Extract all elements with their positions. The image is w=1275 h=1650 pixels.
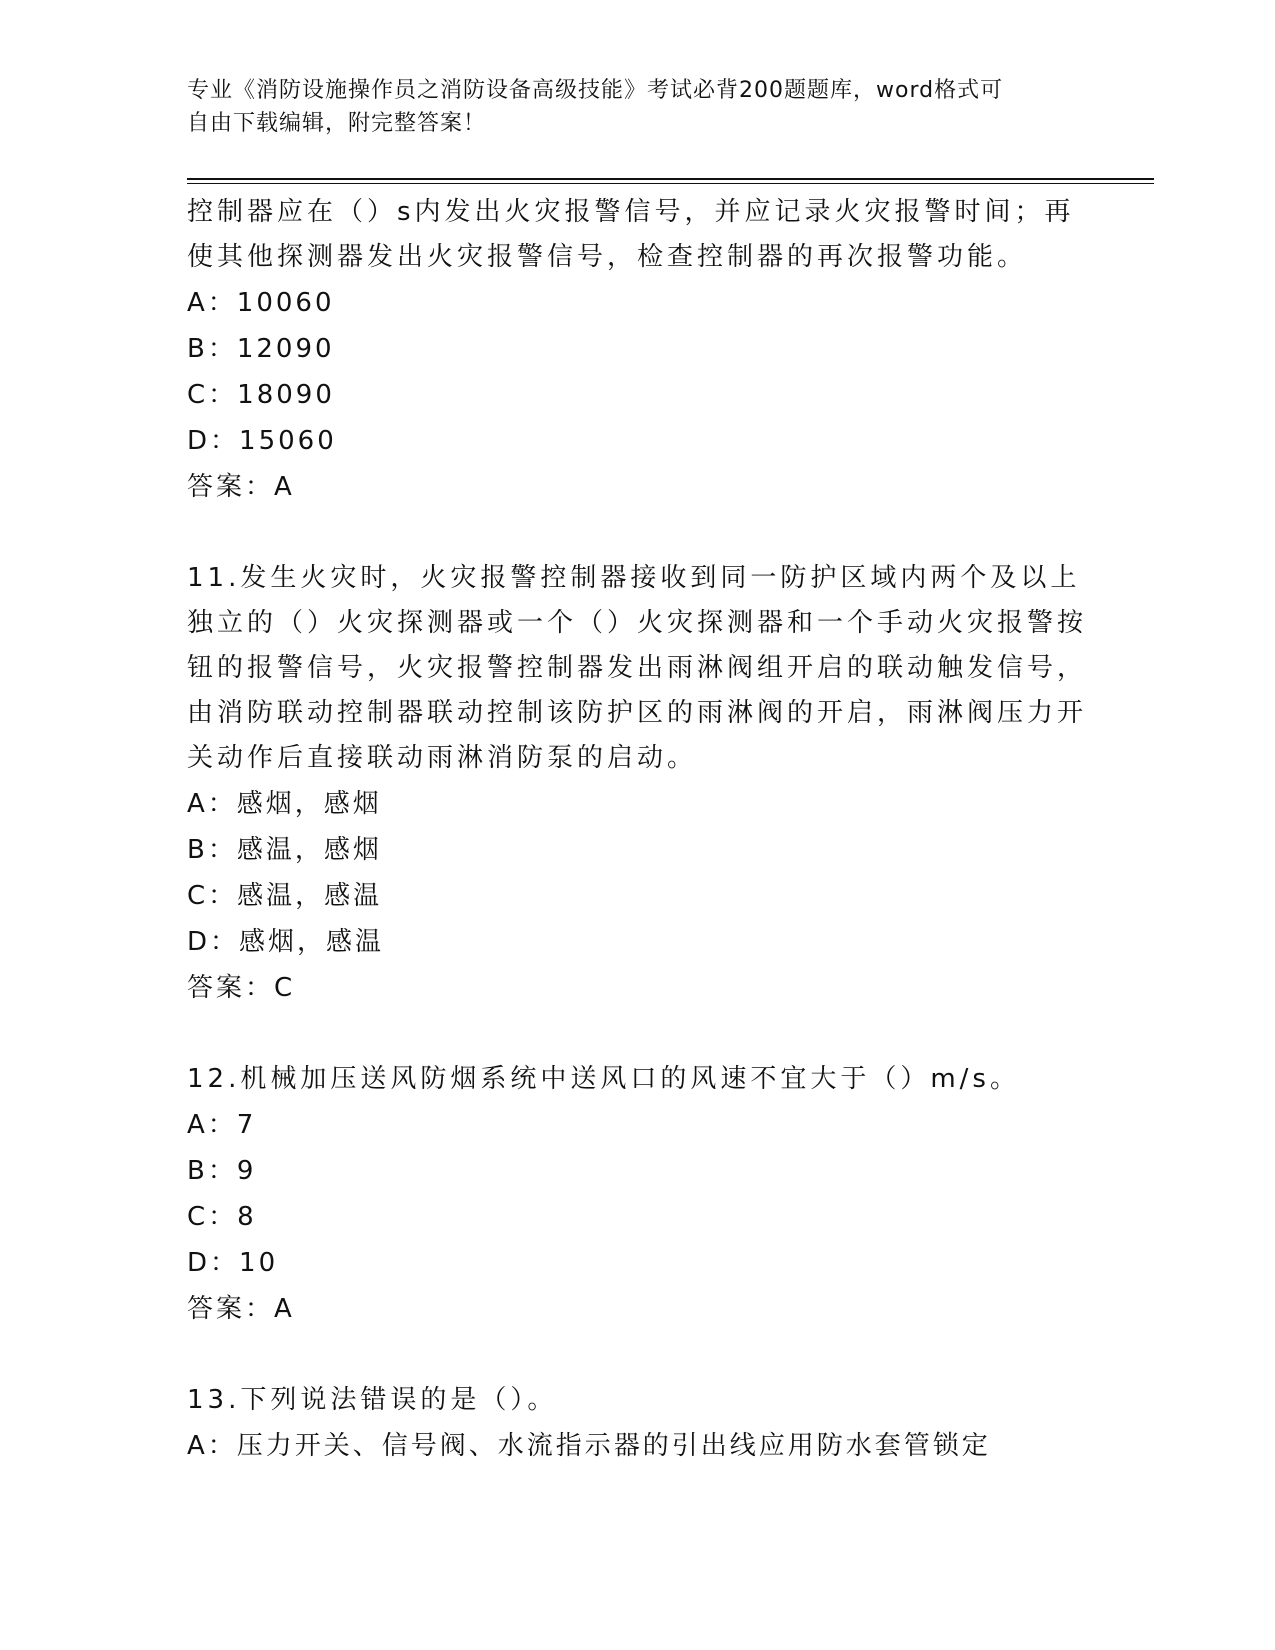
option-b: B：9	[187, 1156, 257, 1186]
option-a: A：压力开关、信号阀、水流指示器的引出线应用防水套管锁定	[187, 1431, 991, 1461]
question-block	[187, 556, 1087, 1011]
option-c: C：18090	[187, 380, 335, 410]
option-b: B：12090	[187, 334, 335, 364]
question-block	[187, 190, 1087, 510]
option-a: A：7	[187, 1110, 257, 1140]
question-text: 12.机械加压送风防烟系统中送风口的风速不宜大于（）m/s。	[187, 1064, 1020, 1094]
option-d: D：15060	[187, 426, 337, 456]
header-divider-thin	[187, 183, 1154, 184]
question-block	[187, 1378, 1087, 1469]
question-text: 13.下列说法错误的是（）。	[187, 1385, 558, 1415]
answer-line: 答案：A	[187, 1294, 295, 1324]
header-line-2: 自由下载编辑，附完整答案！	[187, 111, 487, 136]
option-d: D：感烟，感温	[187, 927, 385, 957]
option-a: A：10060	[187, 288, 335, 318]
option-d: D：10	[187, 1248, 279, 1278]
option-c: C：感温，感温	[187, 881, 383, 911]
answer-line: 答案：A	[187, 472, 295, 502]
question-text: 11.发生火灾时，火灾报警控制器接收到同一防护区域内两个及以上独立的（）火灾探测器或一个（）火灾探测器和一个手动火灾报警按钮的报警信号，火灾报警控制器发出雨淋阀组开启的联动触发信号，由消防联动控制器联动控制该防护区的雨淋阀的开启，雨淋阀压力开关动作后直接联动雨淋消防泵的启动。	[187, 563, 1088, 773]
question-list	[187, 190, 1087, 1515]
question-text: 控制器应在（）s内发出火灾报警信号，并应记录火灾报警时间；再使其他探测器发出火灾报警信号，检查控制器的再次报警功能。	[187, 197, 1075, 272]
header-divider-thick	[187, 178, 1154, 180]
answer-line: 答案：C	[187, 973, 296, 1003]
header-line-1: 专业《消防设施操作员之消防设备高级技能》考试必背200题题库，word格式可	[187, 78, 1004, 103]
option-c: C：8	[187, 1202, 257, 1232]
document-header	[187, 74, 1087, 140]
question-block	[187, 1057, 1087, 1332]
option-a: A：感烟，感烟	[187, 789, 382, 819]
option-b: B：感温，感烟	[187, 835, 382, 865]
